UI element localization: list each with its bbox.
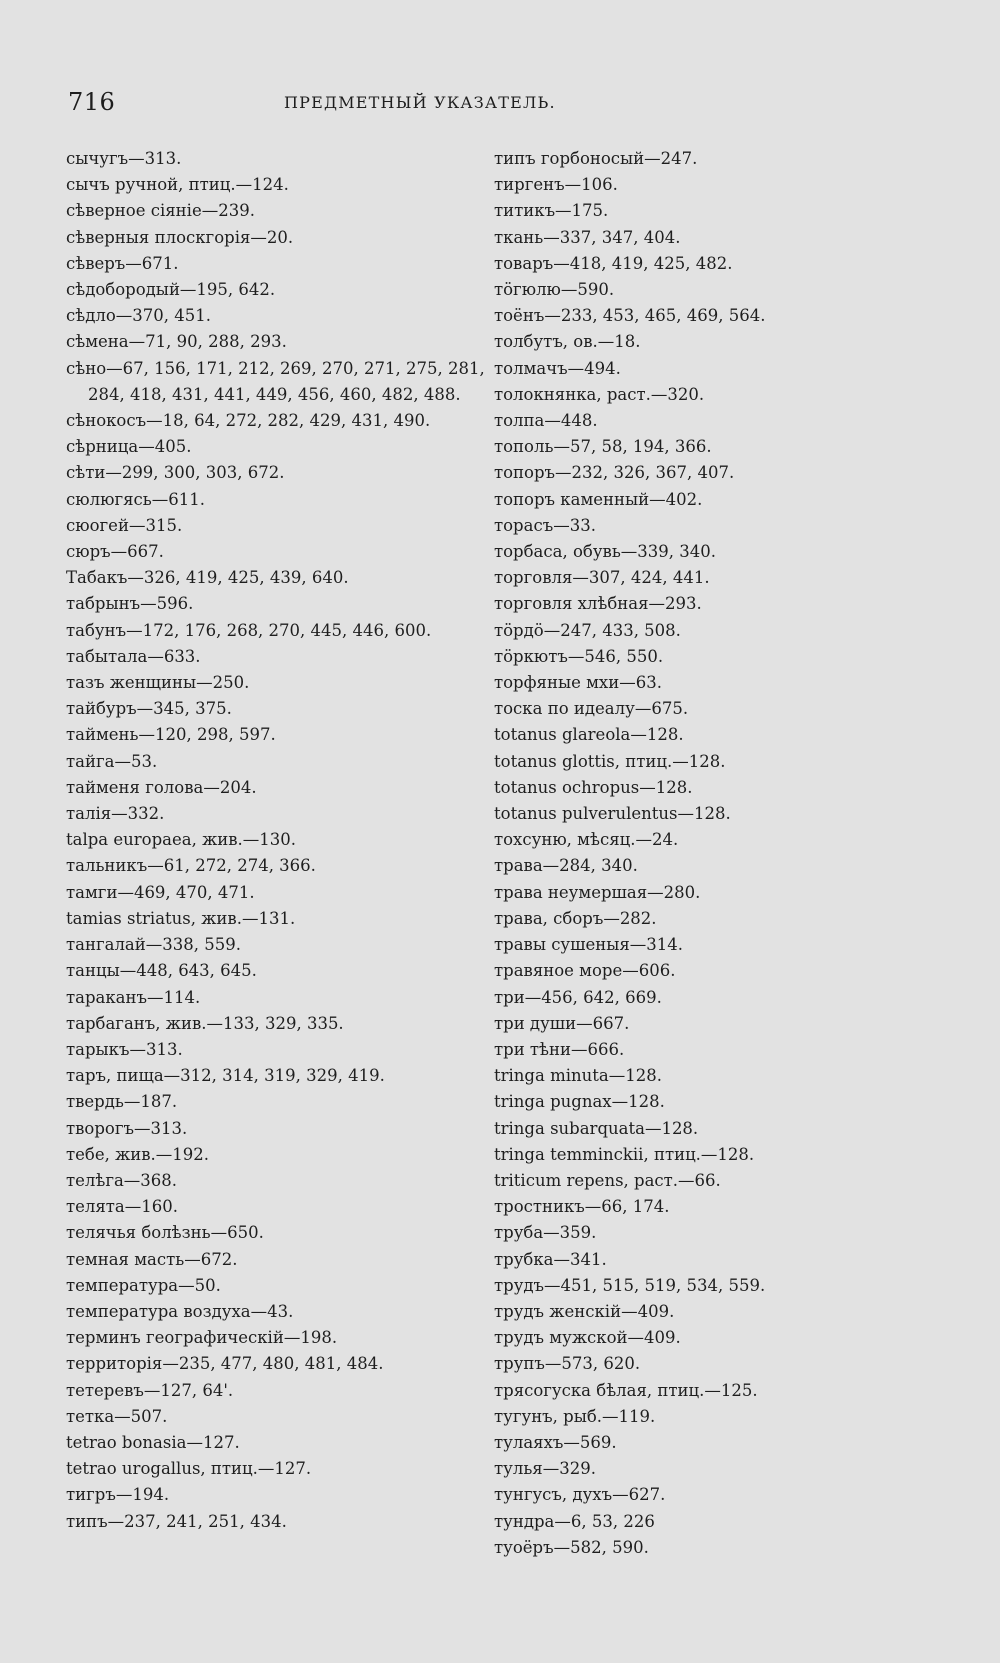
index-entry: торговля—307, 424, 441. (494, 568, 710, 588)
index-entry: трясогуска бѣлая, птиц.—125. (494, 1380, 758, 1400)
index-entry: talpa europaea, жив.—130. (66, 830, 297, 850)
index-entry: tamias striatus, жив.—131. (66, 908, 296, 928)
index-entry: тангалай—338, 559. (66, 935, 241, 955)
index-entry: творогъ—313. (66, 1118, 188, 1138)
index-entry: температура воздуха—43. (66, 1301, 294, 1321)
index-entry: triticum repens, раст.—66. (494, 1170, 721, 1190)
index-entry: три—456, 642, 669. (494, 987, 662, 1007)
index-entry: тулья—329. (494, 1459, 596, 1479)
index-entry: тараканъ—114. (66, 987, 201, 1007)
index-entry: тополь—57, 58, 194, 366. (494, 437, 712, 457)
index-entry: тохсуню, мѣсяц.—24. (494, 830, 679, 850)
index-entry: tringa subarquata—128. (494, 1118, 699, 1138)
index-entry: табытала—633. (66, 646, 201, 666)
index-entry: туоёръ—582, 590. (494, 1537, 649, 1557)
index-entry: тулаяхъ—569. (494, 1432, 617, 1452)
index-column-left (66, 146, 486, 1535)
index-entry: сѣверъ—671. (66, 253, 179, 273)
index-entry: tringa pugnax—128. (494, 1092, 665, 1112)
index-entry: тӧркютъ—546, 550. (494, 646, 664, 666)
index-entry: totanus glareola—128. (494, 725, 684, 745)
index-entry: толбутъ, ов.—18. (494, 332, 641, 352)
index-entry: тазъ женщины—250. (66, 673, 250, 693)
index-entry: сѣдло—370, 451. (66, 306, 211, 326)
index-entry: торфяные мхи—63. (494, 673, 662, 693)
index-entry: тайга—53. (66, 751, 158, 771)
index-entry: сычугъ—313. (66, 149, 182, 168)
index-entry: топоръ—232, 326, 367, 407. (494, 463, 735, 483)
index-entry: торасъ—33. (494, 515, 596, 535)
index-entry: травы сушеныя—314. (494, 935, 684, 955)
index-entry: трава неумершая—280. (494, 882, 701, 902)
index-entry: Табакъ—326, 419, 425, 439, 640. (66, 568, 349, 588)
index-entry: сѣрница—405. (66, 437, 192, 457)
index-entry: трудъ мужской—409. (494, 1328, 681, 1348)
index-entry: территорія—235, 477, 480, 481, 484. (66, 1354, 384, 1374)
index-entry: тростникъ—66, 174. (494, 1197, 670, 1217)
index-entry: трудъ—451, 515, 519, 534, 559. (494, 1275, 766, 1295)
index-entry: сюогей—315. (66, 515, 183, 535)
index-entry: табрынъ—596. (66, 594, 194, 614)
index-entry: сычъ ручной, птиц.—124. (66, 175, 289, 195)
index-entry: телята—160. (66, 1197, 178, 1217)
index-entry: сѣверныя плоскгорія—20. (66, 227, 294, 247)
index-entry: тебе, жив.—192. (66, 1144, 210, 1164)
index-entry: товаръ—418, 419, 425, 482. (494, 253, 733, 273)
index-entry: труба—359. (494, 1223, 597, 1243)
index-entry: тӧгюлю—590. (494, 280, 615, 300)
index-entry: титикъ—175. (494, 201, 609, 221)
index-entry: температура—50. (66, 1275, 221, 1295)
index-entry: тарыкъ—313. (66, 1039, 183, 1059)
index-entry: талія—332. (66, 804, 165, 824)
index-entry: торговля хлѣбная—293. (494, 594, 702, 614)
index-entry: тундра—6, 53, 226 (494, 1511, 655, 1531)
index-entry: тоска по идеалу—675. (494, 699, 689, 719)
index-entry: тоёнъ—233, 453, 465, 469, 564. (494, 306, 766, 326)
index-entry: твердь—187. (66, 1092, 178, 1112)
index-entry: табунъ—172, 176, 268, 270, 445, 446, 600. (66, 620, 432, 640)
index-entry: tringa temminckii, птиц.—128. (494, 1144, 755, 1164)
index-entry: танцы—448, 643, 645. (66, 961, 257, 981)
index-entry: типъ—237, 241, 251, 434. (66, 1511, 287, 1531)
index-entry: тайменя голова—204. (66, 777, 257, 797)
index-entry: тугунъ, рыб.—119. (494, 1406, 656, 1426)
index-entry: tetrao urogallus, птиц.—127. (66, 1459, 312, 1479)
index-entry: tringa minuta—128. (494, 1066, 662, 1086)
index-entry: тайбуръ—345, 375. (66, 699, 232, 719)
index-entry: сѣнокосъ—18, 64, 272, 282, 429, 431, 490. (66, 411, 431, 431)
index-entry: трава—284, 340. (494, 856, 638, 876)
index-entry: сюлюгясь—611. (66, 489, 205, 509)
index-entry: таймень—120, 298, 597. (66, 725, 276, 745)
index-entry: три тѣни—666. (494, 1039, 625, 1059)
index-entry: темная масть—672. (66, 1249, 238, 1269)
index-entry: тетка—507. (66, 1406, 168, 1426)
index-entry: тиргенъ—106. (494, 175, 618, 195)
index-entry: толмачъ—494. (494, 358, 621, 378)
index-entry: тӧрдӧ—247, 433, 508. (494, 620, 681, 640)
running-head: ПРЕДМЕТНЫЙ УКАЗАТЕЛЬ. (284, 93, 556, 112)
index-entry: totanus glottis, птиц.—128. (494, 751, 726, 771)
index-entry: топоръ каменный—402. (494, 489, 703, 509)
index-entry: tetrao bonasia—127. (66, 1432, 240, 1452)
index-entry: тальникъ—61, 272, 274, 366. (66, 856, 316, 876)
index-entry: сѣти—299, 300, 303, 672. (66, 463, 285, 483)
index-entry: totanus pulverulentus—128. (494, 804, 731, 824)
index-entry: тарбаганъ, жив.—133, 329, 335. (66, 1013, 344, 1033)
index-entry: толпа—448. (494, 411, 598, 431)
index-entry: травяное море—606. (494, 961, 676, 981)
index-entry: терминъ географическій—198. (66, 1328, 338, 1348)
index-entry: трудъ женскій—409. (494, 1301, 675, 1321)
index-entry: сѣно—67, 156, 171, 212, 269, 270, 271, 275, 281, 284, 418, 431, 441, 449, 456, 460, 482, 488. (66, 358, 485, 404)
index-entry: ткань—337, 347, 404. (494, 227, 681, 247)
index-entry: тунгусъ, духъ—627. (494, 1485, 666, 1505)
index-entry: три души—667. (494, 1013, 630, 1033)
index-entry: торбаса, обувь—339, 340. (494, 542, 717, 562)
page-number: 716 (68, 88, 116, 116)
index-entry: тамги—469, 470, 471. (66, 882, 255, 902)
index-entry: трава, сборъ—282. (494, 908, 657, 928)
index-entry: трупъ—573, 620. (494, 1354, 641, 1374)
index-entry: трубка—341. (494, 1249, 607, 1269)
index-entry: толокнянка, раст.—320. (494, 384, 705, 404)
index-entry: сѣверное сіяніе—239. (66, 201, 255, 221)
index-entry: totanus ochropus—128. (494, 777, 693, 797)
index-entry: сѣмена—71, 90, 288, 293. (66, 332, 287, 352)
index-entry: таръ, пища—312, 314, 319, 329, 419. (66, 1066, 385, 1086)
index-entry: телячья болѣзнь—650. (66, 1223, 264, 1243)
index-column-right (494, 146, 934, 1561)
index-entry: телѣга—368. (66, 1170, 178, 1190)
index-entry: тигръ—194. (66, 1485, 170, 1505)
index-entry: сюръ—667. (66, 542, 164, 562)
index-entry: сѣдобородый—195, 642. (66, 280, 276, 300)
index-entry: типъ горбоносый—247. (494, 149, 698, 168)
index-entry: тетеревъ—127, 64'. (66, 1380, 234, 1400)
